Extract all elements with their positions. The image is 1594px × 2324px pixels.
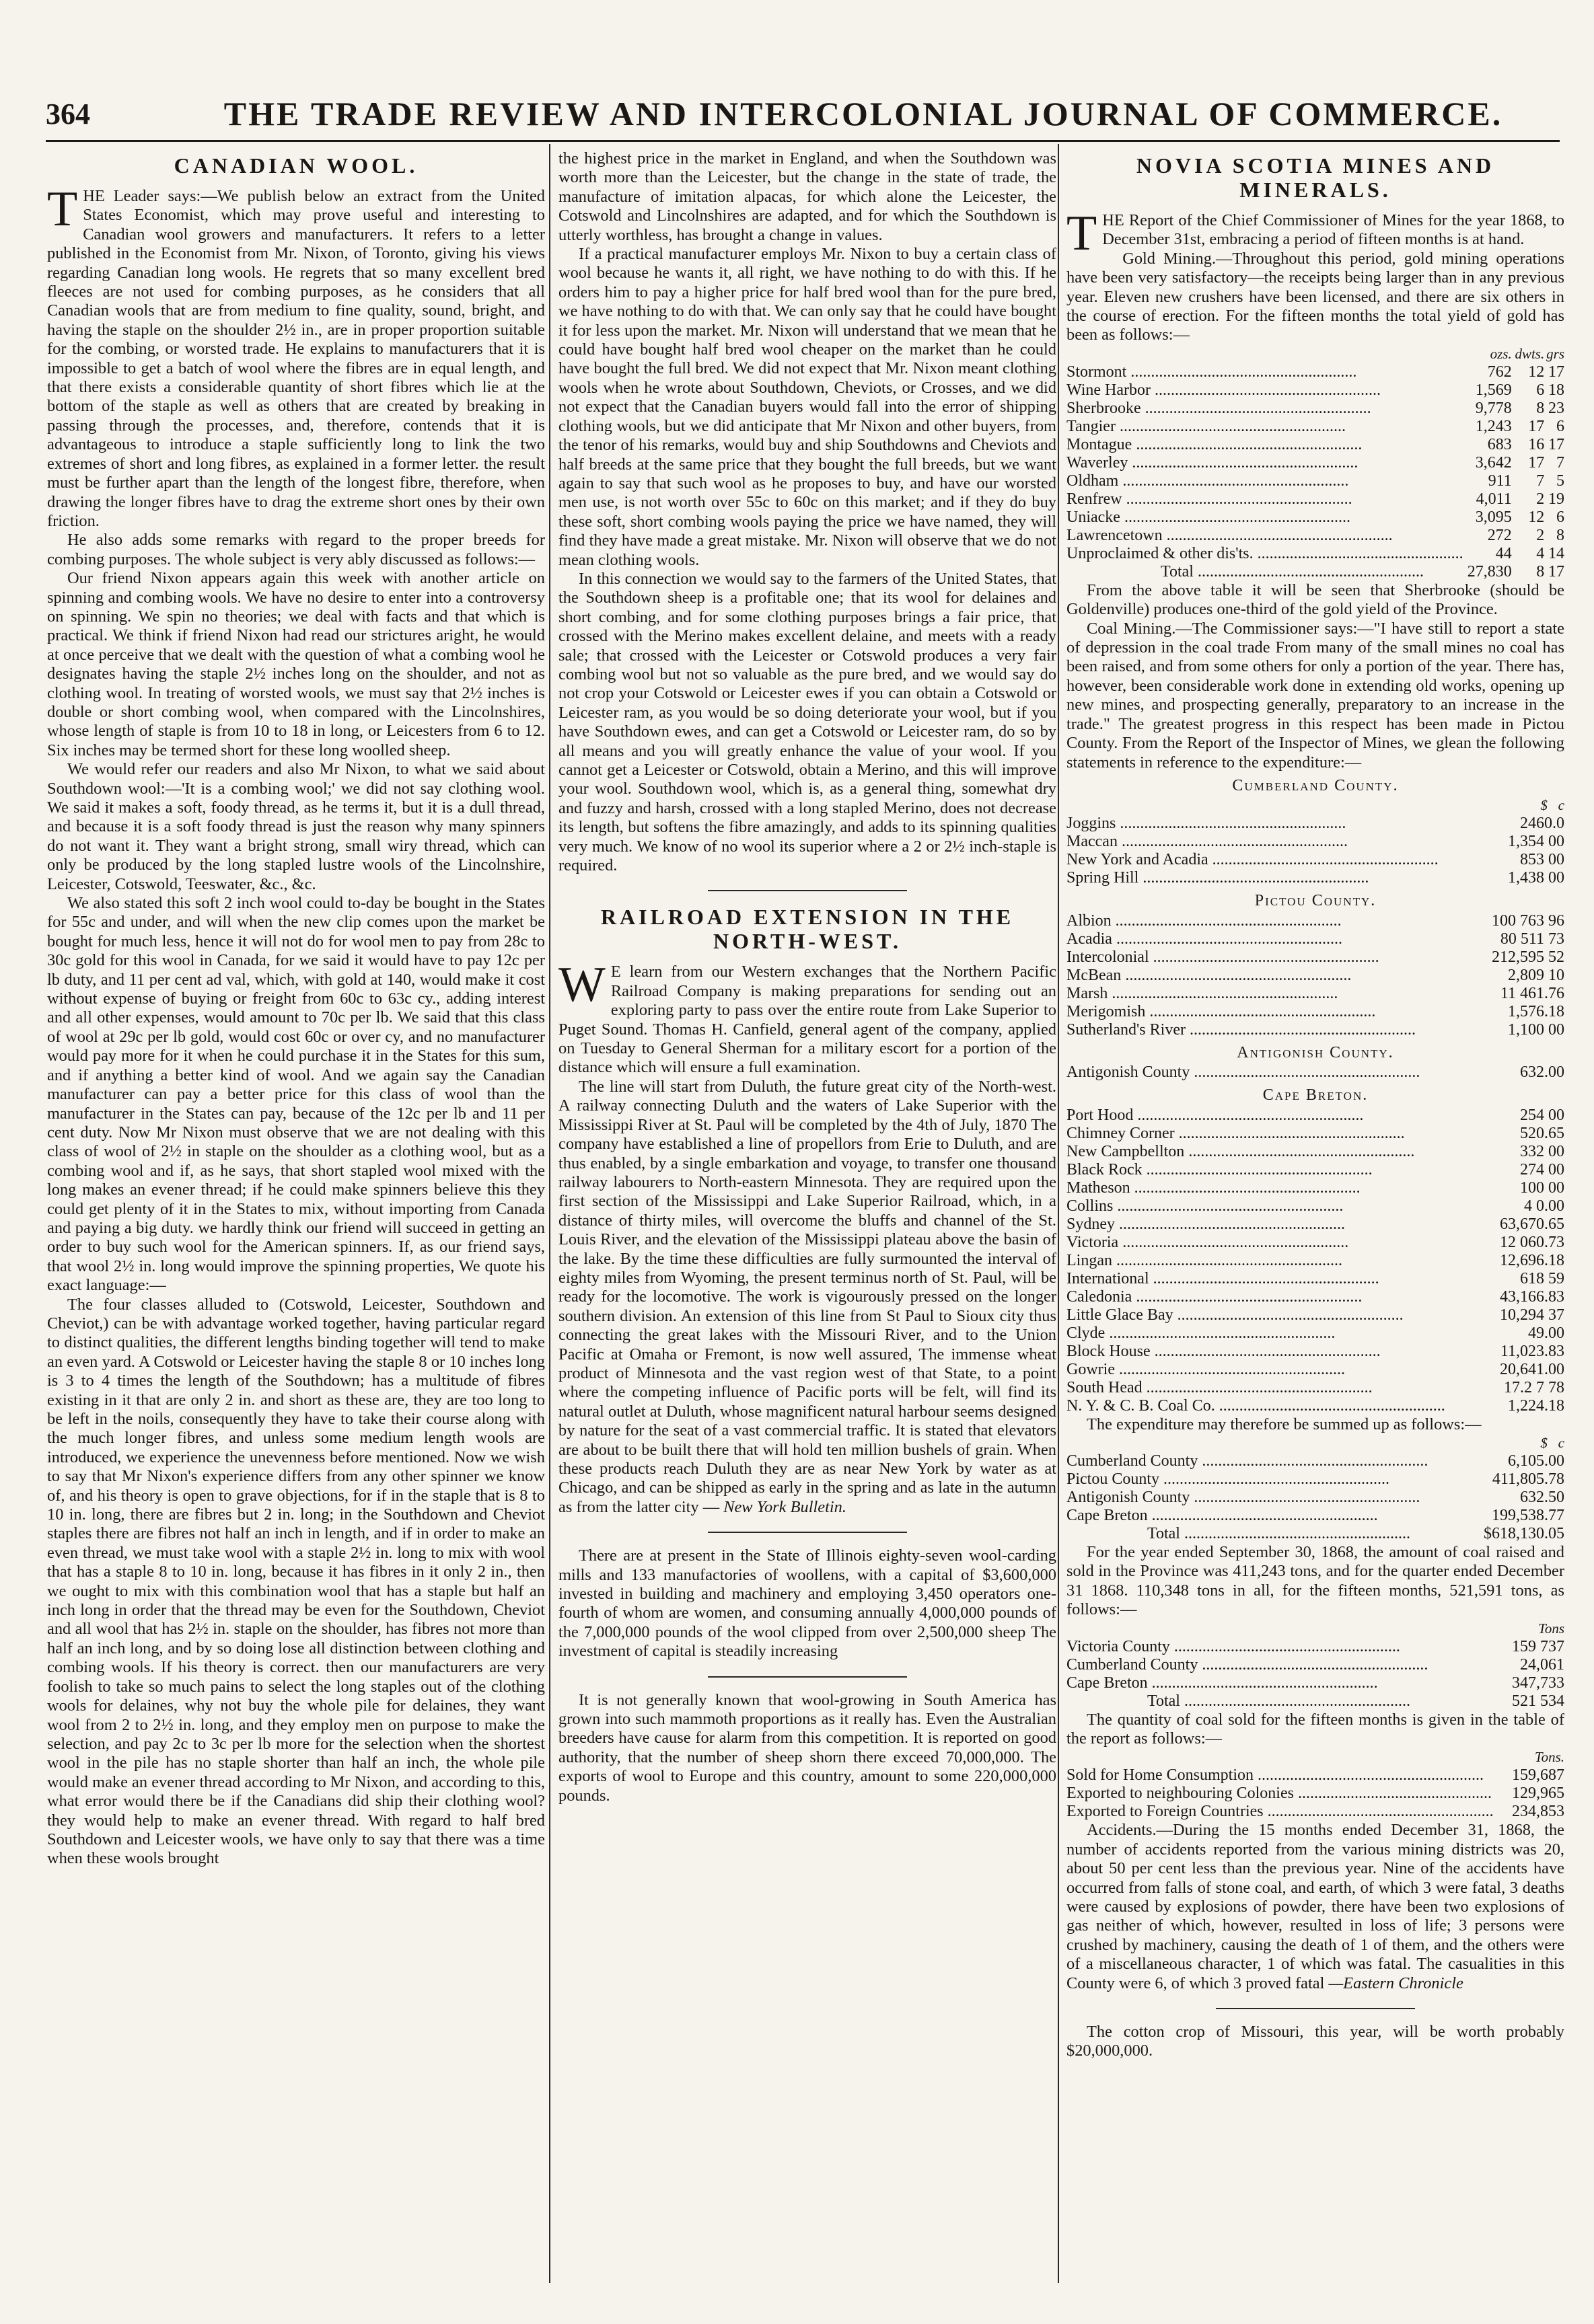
antigonish-heading: Antigonish County.: [1237, 1043, 1394, 1061]
cape-breton-label: Caledonia .....: [1066, 1288, 1478, 1306]
railroad-source: New York Bulletin.: [723, 1497, 846, 1516]
illinois-paragraph: There are at present in the State of Illinois eighty-seven wool-carding mills and 133 manufactories of woollens, with a capital of $3,600,000 invested in building and machinery and employing 3,450 operators one-fourth of whom are women, and consuming annually 4,000,000 pounds of the 7,000,000 pounds of the wool clipped from over 2,500,000 sheep The investment of capital is steadily increasing: [558, 1546, 1056, 1661]
cape-breton-table: [1066, 1107, 1564, 1415]
coal-raised-paragraph: For the year ended September 30, 1868, the amount of coal raised and sold in the Province was 411,243 tons, and for the quarter ended December 31 1868. 110,348 tons in all, for the fifteen months, 521,591 tons, as follows:—: [1066, 1542, 1564, 1619]
gold-header-ozs: ozs.: [1490, 345, 1512, 362]
table-row: [1066, 815, 1564, 833]
table-row: [1066, 1270, 1564, 1288]
cape-breton-label: Collins .....: [1066, 1197, 1478, 1215]
gold-total-ozs: 27,830: [1467, 562, 1512, 580]
summary-total-value: $618,130.05: [1484, 1524, 1564, 1542]
gold-ozs: 4,011: [1476, 490, 1512, 508]
gold-district-label: Oldham .....: [1066, 472, 1463, 490]
gold-district-label: Wine Harbor .....: [1066, 381, 1463, 400]
table-row: [1066, 948, 1564, 967]
table-row: [1066, 545, 1564, 563]
gold-header-grs: grs: [1546, 345, 1564, 362]
gold-header-dwts: dwts.: [1515, 345, 1545, 362]
cape-breton-label: Victoria .....: [1066, 1234, 1478, 1252]
currency-header: $ c: [1540, 1434, 1564, 1451]
summary-intro: The expenditure may therefore be summed up as follows:—: [1087, 1415, 1482, 1433]
table-row: [1066, 1306, 1564, 1324]
gold-ozs: 3,095: [1475, 508, 1512, 526]
journal-title: THE TRADE REVIEW AND INTERCOLONIAL JOURNAL OF COMMERCE.: [223, 95, 1503, 133]
pictou-label: Acadia .....: [1066, 930, 1470, 948]
table-row: [1066, 418, 1564, 436]
gold-dwts: 16: [1528, 435, 1545, 453]
table-row: [1066, 1125, 1564, 1143]
summary-value: 632.50: [1520, 1488, 1564, 1506]
quantity-header: Tons.: [1534, 1749, 1564, 1766]
column-1: [47, 149, 545, 2298]
tons-value: 159 737: [1512, 1637, 1564, 1655]
gold-ozs: 683: [1487, 435, 1512, 453]
wool-paragraph-3: Our friend Nixon appears again this week with another article on spinning and combing wools. We have no desire to enter into a controversy on spinning. We spin no theories; we deal with facts and that which is practical. We think if friend Nixon had read our strictures aright, he would at once perceive that we dealt with the question of what a combing wool he designates having the staple 2½ inches long on the shoulder, and not as clothing wool. In treating of worsted wools, we must say that 2½ inches is double or short combing wool, when compared with the Lincolnshires, whose length of staple is from 10 to 18 in long, or Leicesters from 6 to 12. Six inches may be termed short for these long woolled sheep.: [47, 569, 545, 759]
cape-breton-value: 100 00: [1520, 1178, 1564, 1197]
table-row: [1066, 1324, 1564, 1343]
table-row: [1066, 1470, 1564, 1489]
railroad-paragraph-2: The line will start from Duluth, the future great city of the North-west. A railway connecting Duluth and the waters of Lake Superior with the Mississippi River at St. Paul will be completed by the 4th of July, 1870 The company have established a line of propellors from Erie to Duluth, and are thus enabled, by a single embarkation and voyage, to transfer one thousand railway labourers to North-eastern Minnesota. They are required upon the first section of the Mississippi and Lake Superior Railroad, which, in a distance of thirty miles, will overcome the bluffs and channel of the St. Louis River, and the elevation of the Mississippi plateau above the basin of the lake. By the time these difficulties are fully surmounted the interval of eighty miles from Wyoming, the present terminus north of St. Paul, will be ready for the locomotive. The work is vigourously pressed on the longer southern division. An extension of this line from St Paul to Sioux city thus connecting the great lakes with the Missouri River, and to the Union Pacific at Omaha or Fremont, is now well assured, The immense wheat product of Minnesota and the vast region west of that State, to a point where the competing influence of Pacific ports will be felt, will find its natural outlet at Duluth, whose magnificent natural harbour seems designed by nature for the seat of a vast commercial traffic. It is stated that elevators are about to be built there that will hold ten million bushels of grain. When these products reach Duluth they are as near New York by water as at Chicago, and can be shipped as early in the spring and as late in the autumn as from the latter city — New York Bulletin.: [558, 1077, 1056, 1516]
table-row: [1066, 1656, 1564, 1674]
cape-breton-label: Block House .....: [1066, 1343, 1478, 1361]
column-3: [1066, 149, 1564, 2298]
cape-breton-label: N. Y. & C. B. Coal Co. .....: [1066, 1397, 1478, 1415]
drop-cap: W: [558, 957, 606, 1013]
table-row: [1066, 1252, 1564, 1270]
cumberland-label: Joggins .....: [1066, 815, 1488, 833]
wool-paragraph-9: In this connection we would say to the farmers of the United States, that the Southdown sheep is a profitable one; that its wool for delaines and short combing, and for some clothing purposes brings a fair price, that crossed with the Merino makes excellent delaine, and meets with a ready sale; that crossed with the Leicester or Cotswold produces a very fair combing wool but not so valuable as the pure bred, and we would say do not crop your Cotswold or Leicester ewes if you can obtain a Cotswold or Leicester ram, as you would be so doing deteriorate your wool, but if you have Southdown ewes, and can get a Cotswold or Leicester ram, do so by all means and you will greatly enhance the value of your wool. If you cannot get a Leicester or Cotswold, obtain a Merino, and this will improve your wool. Southdown wool, which is, as a general thing, somewhat dry and fuzzy and harsh, crossed with a long stapled Merino, does not decrease its length, but softens the fibre amazingly, and adds to its spinning qualities very much. We know of no wool its superior where a 2 or 2½ inch-staple is required.: [558, 569, 1056, 875]
table-row: [1066, 1143, 1564, 1161]
cape-breton-value: 49.00: [1528, 1324, 1564, 1342]
cape-breton-value: 43,166.83: [1500, 1287, 1564, 1306]
summary-total-label: Total .....: [1066, 1525, 1470, 1543]
gold-ozs: 272: [1487, 526, 1512, 544]
wool-paragraph-7: the highest price in the market in England, and when the Southdown was worth more than the Leicester, but the change in the state of trade, the manufacture of imitation alpacas, for which alone the Leicester, the Cotswold and Lincolnshires are adapted, and for which the Southdown is utterly worthless, has brought a change in values.: [558, 149, 1056, 244]
summary-value: 6,105.00: [1508, 1452, 1564, 1470]
article-separator: [1216, 2008, 1415, 2009]
gold-ozs: 1,243: [1475, 417, 1512, 435]
tons-label: Cape Breton .....: [1066, 1674, 1498, 1692]
coal-mining-paragraph: Coal Mining.—The Commissioner says:—"I have still to report a state of depression in the coal trade From many of the small mines no coal has been raised, and from some others for only a portion of the year. There has, however, been considerable work done in extending old works, opening up new mines, and prospecting generally, preparatory to an increase in the trade." The greatest progress in this respect has been made in Pictou County. From the Report of the Inspector of Mines, we glean the following statements in reference to the expenditure:—: [1066, 619, 1564, 772]
cape-breton-value: 4 0.00: [1524, 1197, 1564, 1215]
table-row: [1066, 436, 1564, 454]
gold-grs: 6: [1556, 508, 1564, 526]
gold-grs: 23: [1548, 399, 1564, 417]
column-rule-2: [1058, 144, 1059, 2283]
masthead-rule: [46, 140, 1560, 142]
pictou-label: Albion .....: [1066, 912, 1470, 930]
cape-breton-label: Black Rock .....: [1066, 1161, 1478, 1179]
quantity-label: Sold for Home Consumption .....: [1066, 1766, 1492, 1785]
table-row: [1066, 930, 1564, 948]
gold-grs: 19: [1548, 490, 1564, 508]
gold-total-label: Total .....: [1066, 563, 1463, 581]
pictou-label: Merigomish .....: [1066, 1003, 1470, 1021]
cape-breton-value: 12,696.18: [1500, 1251, 1564, 1269]
cape-breton-label: Little Glace Bay .....: [1066, 1306, 1478, 1324]
gold-dwts: 17: [1528, 453, 1545, 472]
expenditure-summary-table: [1066, 1434, 1564, 1543]
summary-value: 411,805.78: [1492, 1470, 1564, 1488]
cumberland-label: Spring Hill .....: [1066, 869, 1488, 887]
pictou-value: 1,100 00: [1508, 1020, 1564, 1039]
total-row: [1066, 563, 1564, 581]
gold-district-label: Stormont .....: [1066, 363, 1463, 381]
antigonish-value: 632.00: [1520, 1063, 1564, 1082]
gold-dwts: 12: [1528, 363, 1545, 381]
table-row: [1066, 833, 1564, 851]
pictou-value: 212,595 52: [1492, 948, 1564, 966]
summary-label: Cape Breton .....: [1066, 1507, 1470, 1525]
tons-label: Victoria County .....: [1066, 1638, 1498, 1656]
gold-district-label: Sherbrooke .....: [1066, 400, 1463, 418]
table-row: [1066, 869, 1564, 887]
table-row: [1066, 1674, 1564, 1692]
pictou-value: 80 511 73: [1500, 930, 1564, 948]
pictou-value: 11 461.76: [1500, 984, 1564, 1002]
gold-total-grs: 17: [1548, 562, 1564, 580]
tons-header: Tons: [1538, 1620, 1564, 1637]
cape-breton-value: 1,224.18: [1508, 1396, 1564, 1415]
cumberland-label: Maccan .....: [1066, 833, 1488, 851]
cape-breton-label: South Head .....: [1066, 1379, 1478, 1397]
cape-breton-label: Sydney .....: [1066, 1215, 1478, 1234]
summary-label: Pictou County .....: [1066, 1470, 1470, 1489]
table-row: [1066, 1197, 1564, 1215]
antigonish-label: Antigonish County .....: [1066, 1063, 1502, 1082]
cape-breton-value: 618 59: [1520, 1269, 1564, 1287]
summary-label: Antigonish County .....: [1066, 1489, 1470, 1507]
cape-breton-label: Chimney Corner .....: [1066, 1125, 1478, 1143]
quantity-intro: The quantity of coal sold for the fifteen months is given in the table of the report as follows:—: [1066, 1710, 1564, 1748]
gold-ozs: 44: [1495, 544, 1512, 562]
cape-breton-label: Port Hood .....: [1066, 1107, 1478, 1125]
antigonish-table: [1066, 1063, 1564, 1082]
currency-header: $ c: [1540, 797, 1564, 814]
pictou-label: Marsh .....: [1066, 985, 1470, 1003]
tons-total-label: Total .....: [1066, 1692, 1498, 1711]
table-row: [1066, 363, 1564, 381]
pictou-label: Sutherland's River .....: [1066, 1021, 1470, 1039]
pictou-heading: Pictou County.: [1254, 892, 1377, 910]
total-row: [1066, 1692, 1564, 1711]
table-row: [1066, 381, 1564, 400]
cape-breton-heading: Cape Breton.: [1262, 1086, 1369, 1104]
table-row: [1066, 490, 1564, 509]
gold-grs: 17: [1548, 363, 1564, 381]
cape-breton-label: International .....: [1066, 1270, 1478, 1288]
cumberland-value: 1,354 00: [1508, 833, 1564, 851]
gold-district-label: Uniacke .....: [1066, 509, 1463, 527]
quantity-value: 159,687: [1512, 1766, 1564, 1785]
article-separator: [708, 890, 907, 891]
page-number: 364: [46, 98, 90, 130]
gold-total-dwts: 8: [1536, 562, 1545, 580]
cumberland-label: New York and Acadia .....: [1066, 851, 1488, 869]
gold-district-label: Lawrencetown .....: [1066, 527, 1463, 545]
pictou-value: 2,809 10: [1508, 966, 1564, 984]
article-title-canadian-wool: CANADIAN WOOL.: [174, 153, 419, 178]
gold-dwts: 17: [1528, 417, 1545, 435]
gold-note: From the above table it will be seen that Sherbrooke (should be Goldenville) produces one-third of the gold yield of the Province.: [1066, 580, 1564, 619]
gold-dwts: 2: [1536, 490, 1545, 508]
gold-ozs: 762: [1487, 363, 1512, 381]
table-row: [1066, 1107, 1564, 1125]
cape-breton-label: Matheson .....: [1066, 1179, 1478, 1197]
gold-ozs: 3,642: [1475, 453, 1512, 472]
table-row: [1066, 1021, 1564, 1039]
cumberland-value: 1,438 00: [1508, 869, 1564, 887]
article-separator: [708, 1676, 907, 1678]
gold-mining-paragraph: Gold Mining.—Throughout this period, gold mining operations have been very satisfactory—the receipts being larger than in any previous year. Eleven new crushers have been licensed, and there are six others in the course of erection. For the fifteen months the total yield of gold has been as follows:—: [1066, 249, 1564, 344]
gold-dwts: 7: [1536, 472, 1545, 490]
gold-district-label: Waverley .....: [1066, 454, 1463, 472]
table-row: [1066, 1766, 1564, 1785]
south-america-paragraph: It is not generally known that wool-growing in South America has grown into such mammoth proportions as it really has. Even the Australian breeders have cause for alarm from this competition. It is reported on good authority, that the number of sheep shorn there exceed 70,000,000. The exports of wool to Europe and this country, amount to some 220,000,000 pounds.: [558, 1690, 1056, 1805]
table-row: [1066, 509, 1564, 527]
table-row: [1066, 1379, 1564, 1397]
wool-paragraph-2: He also adds some remarks with regard to the proper breeds for combing purposes. The whole subject is very ably discussed as follows:—: [47, 531, 545, 568]
column-rule-1: [549, 144, 550, 2283]
wool-paragraph-8: If a practical manufacturer employs Mr. Nixon to buy a certain class of wool because he wants it, all right, we have nothing to do with this. If he orders him to pay a higher price for half bred wool than for the pure bred, we have nothing to do with that. We can only say that he could have bought it for less upon the market. Mr. Nixon will understand that we mean that he could have bought half bred wool cheaper on the market than he could have bought the full bred. We did not expect that Mr. Nixon meant clothing wools when he wrote about Southdown, Cheviots, or Crosses, and we did not expect that the Canadian buyers would fall into the error of shipping clothing wools, but we did anticipate that Mr Nixon and other buyers, from the tenor of his remarks, would buy and ship Southdowns and Cheviots and half breeds at the same price that they bought the full breeds, but we want again to say that such wool as he proposes to buy, and have our worsted men use, is not worth over 55c to 60c on this market; and if they do buy these soft, short combing wools paying the price we have named, they will find they have made a great mistake. Mr. Nixon will observe that we do not mean clothing wools.: [558, 245, 1056, 569]
wool-paragraph-6: The four classes alluded to (Cotswold, Leicester, Southdown and Cheviot,) can be with advantage worked together, having particular regard to distinct qualities, the different lengths binding together will tend to make an even yard. A Cotswold or Leicester having the staple 8 or 10 inches long is 3 to 4 times the length of the Southdown; has a multitude of fibres existing in it that are only 2 in. and short as these are, they are too long to be left in the noils, consequently they have to take their course along with the much longer fibres, and unless some medium length wools are introduced, we experience the unevenness before mentioned. Now we wish to say that Mr Nixon's experience differs from any other spinner we know of, and his theory is open to grave objections, for if in the staple that is 8 to 10 in. long, there are fibres but 2 in. long; in the Southdown and Cheviot staples there are fibres not half an inch in length, and if in order to make an even thread, we must take wool with a staple 2½ in. long to mix with wool that has a staple 8 to 10 in. long, because it has fibres in it only 2 in., then we ought to mix with this combination wool that has a staple but half an inch long in order that the thread may be even for the Southdown, Cheviot and all wool that has 2½ in. staple on the shoulder, has fibres not more than half an inch long, and by so doing lose all distinction between clothing and combing wools. If his theory is correct. then our manufacturers are very foolish to take so much pains to select the long staples out of the clothing wools for delaines, why not buy the whole pile for delaines, they want wool from 2 to 2½ in. long, and they employ men on purpose to make the selection, and pay 2c to 3c per lb more for the selection when the shortest wool in the pile has no staple shorter than half an inch, the whole pile would make an evener thread according to Mr Nixon, and according to this, what error would there be if the Canadians did ship their clothing wool? they would help to make an evener thread. With regard to half bred Southdown and Leicester wools, we have only to say that there was a time when these wools brought: [47, 1295, 545, 1868]
table-row: [1066, 1489, 1564, 1507]
tons-value: 24,061: [1520, 1655, 1564, 1674]
table-row: [1066, 1234, 1564, 1252]
gold-district-label: Unproclaimed & other dis'ts. .....: [1066, 545, 1463, 563]
cape-breton-label: Lingan .....: [1066, 1252, 1478, 1270]
railroad-paragraph-1: W E learn from our Western exchanges that the Northern Pacific Railroad Company is making preparations for sending out an exploring party to pass over the entire route from Lake Superior to Puget Sound. Thomas H. Canfield, general agent of the company, applied on Tuesday to General Sherman for a military escort for a portion of the distance which will ensure a full examination.: [558, 957, 1056, 1077]
mines-intro: THE Report of the Chief Commissioner of Mines for the year 1868, to December 31st, embracing a period of fifteen months is at hand.: [1066, 206, 1564, 261]
table-row: [1066, 1452, 1564, 1470]
gold-dwts: 6: [1536, 381, 1545, 399]
table-row: [1066, 912, 1564, 930]
gold-ozs: 911: [1488, 472, 1512, 490]
article-title-mines: NOVIA SCOTIA MINES AND MINERALS.: [1136, 153, 1495, 202]
article-title-railroad: RAILROAD EXTENSION IN THE NORTH-WEST.: [600, 905, 1015, 954]
gold-district-label: Montague .....: [1066, 436, 1463, 454]
cape-breton-value: 20,641.00: [1500, 1360, 1564, 1378]
gold-grs: 8: [1556, 526, 1564, 544]
pictou-table: [1066, 912, 1564, 1039]
table-row: [1066, 1397, 1564, 1415]
drop-cap: T: [47, 182, 78, 237]
gold-grs: 17: [1548, 435, 1564, 453]
cape-breton-value: 11,023.83: [1500, 1342, 1564, 1360]
cotton-paragraph: The cotton crop of Missouri, this year, will be worth probably $20,000,000.: [1066, 2023, 1564, 2060]
cape-breton-label: Clyde .....: [1066, 1324, 1478, 1343]
table-row: [1066, 472, 1564, 490]
quantity-value: 234,853: [1512, 1803, 1564, 1821]
table-row: [1066, 1361, 1564, 1379]
gold-grs: 18: [1548, 381, 1564, 399]
cape-breton-label: Gowrie .....: [1066, 1361, 1478, 1379]
gold-dwts: 4: [1536, 544, 1545, 562]
gold-grs: 14: [1548, 544, 1564, 562]
coal-tons-table: [1066, 1620, 1564, 1711]
table-row: [1066, 527, 1564, 545]
quantity-label: Exported to Foreign Countries .....: [1066, 1803, 1492, 1821]
cape-breton-value: 520.65: [1520, 1124, 1564, 1142]
tons-total-value: 521 534: [1512, 1692, 1564, 1710]
table-row: [1066, 1161, 1564, 1179]
cumberland-table: [1066, 796, 1564, 887]
table-row: [1066, 1003, 1564, 1021]
table-row: [1066, 1288, 1564, 1306]
gold-yield-table: [1066, 345, 1564, 581]
table-row: [1066, 1507, 1564, 1525]
gold-district-label: Renfrew .....: [1066, 490, 1463, 509]
accidents-paragraph: Accidents.—During the 15 months ended December 31, 1868, the number of accidents reported from the various mining districts was 20, about 50 per cent less than the previous year. Nine of the accidents have occurred from falls of stone coal, and earth, of which 3 were fatal, 3 deaths were caused by explosions of powder, there have been two explosions of gas neither of which, however, resulted in loss of life; 3 persons were crushed by machinery, causing the death of 1 of them, and the others were of a miscellaneous character, 1 of which was fatal. The casualities in this County were 6, of which 3 proved fatal —Eastern Chronicle: [1066, 1821, 1564, 1992]
quantity-label: Exported to neighbouring Colonies .....: [1066, 1785, 1492, 1803]
pictou-value: 100 763 96: [1492, 911, 1564, 930]
table-row: [1066, 1785, 1564, 1803]
gold-district-label: Tangier .....: [1066, 418, 1463, 436]
table-row: [1066, 1638, 1564, 1656]
table-row: [1066, 1343, 1564, 1361]
cape-breton-value: 63,670.65: [1500, 1215, 1564, 1233]
wool-paragraph-5: We also stated this soft 2 inch wool could to-day be bought in the States for 55c and under, and will when the new clip comes upon the market be bought for much less, hence it will not do for wool men to pay from 28c to 30c gold for this wool in Canada, for we said it would have to pay 12c per lb duty, and 11 per cent ad val, which, with gold at 140, would make it cost without expense of buying or freight from 60c to 63c cy., adding interest and all other expenses, would amount to 70c per lb. We said that this class of wool at 29c per lb gold, would cost 60c or over cy, and no manufacturer would pay more for it when he could purchase it in the States for this sum, and if anything a better kind of wool. And we again say the Canadian manufacturer can pay a better price for this class of wool than the manufacturer in the States can pay, because of the 12c per lb and 11 per cent duty. Now Mr Nixon must observe that we are not dealing with this class of wool of 2½ in staple on the shoulder as a clothing wool, but as a combing wool and if, as he says, that short stapled wool mixed with the long makes an evener thread; if he could make spinners believe this they could get plenty of it in the States to mix, without importing from Canada and paying a big duty. we hardly think our friend will succeed in getting an order to buy such wool for the American spinners. If, as our friend says, that wool 2½ in. long would improve the spinning properties, We quote his exact language:—: [47, 894, 545, 1295]
wool-paragraph-1: THE Leader says:—We publish below an extract from the United States Economist, which may prove useful and interesting to Canadian wool growers and manufacturers. It refers to a letter published in the Economist from Mr. Nixon, of Toronto, giving his views regarding Canadian long wools. He regrets that so many excellent bred fleeces are not used for combing purposes, as he considers that all Canadian wools that are from medium to fine quality, sound, bright, and having the staple on the shoulder 2½ in., are in proper proportion suitable for the combing, or worsted trade. He explains to manufacturers that it is impossible to get a batch of wool where the fibres are in equal length, and that there exists a considerable quantity of short fibres which lie at the bottom of the staple as well as others that are created by breaking in passing through the processes, and, therefore, contends that it is advantageous to introduce a staple sufficiently long to link the two extremes of short and long fibres, as explained in a former letter. the result must be further apart than the length of the longest fibre, therefore, when drawing the longer fibres have to drag the extreme short ones by their own friction.: [47, 182, 545, 530]
gold-ozs: 9,778: [1475, 399, 1512, 417]
pictou-value: 1,576.18: [1508, 1002, 1564, 1020]
wool-paragraph-4: We would refer our readers and also Mr Nixon, to what we said about Southdown wool:—'It is a combing wool;' we did not say clothing wool. We said it makes a soft, foody thread, as he terms it, but it is a dull thread, and because it is a soft foody thread is just the reason why many spinners do not want it. They want a bright strong, small wiry thread, which can only be produced by the long stapled lustre wools of the Lincolnshire, Leicester, Cotswold, Teeswater, &c., &c.: [47, 760, 545, 893]
cape-breton-value: 10,294 37: [1500, 1306, 1564, 1324]
quantity-value: 129,965: [1512, 1785, 1564, 1803]
table-row: [1066, 967, 1564, 985]
cumberland-heading: Cumberland County.: [1232, 776, 1399, 794]
gold-dwts: 12: [1528, 508, 1545, 526]
article-separator: [708, 1532, 907, 1533]
tons-label: Cumberland County .....: [1066, 1656, 1498, 1674]
table-row: [1066, 454, 1564, 472]
cape-breton-label: New Campbellton .....: [1066, 1143, 1478, 1161]
cumberland-value: 2460.0: [1520, 815, 1564, 833]
cape-breton-value: 254 00: [1520, 1106, 1564, 1124]
gold-dwts: 2: [1536, 526, 1545, 544]
tons-value: 347,733: [1512, 1674, 1564, 1692]
table-row: [1066, 1063, 1564, 1082]
table-row: [1066, 985, 1564, 1003]
summary-value: 199,538.77: [1492, 1506, 1564, 1524]
gold-grs: 5: [1556, 472, 1564, 490]
gold-dwts: 8: [1536, 399, 1545, 417]
gold-grs: 7: [1556, 453, 1564, 472]
accidents-source: —Eastern Chronicle: [1328, 1974, 1463, 1992]
total-row: [1066, 1525, 1564, 1543]
drop-cap: T: [1066, 206, 1097, 261]
summary-label: Cumberland County .....: [1066, 1452, 1470, 1470]
table-row: [1066, 851, 1564, 869]
gold-ozs: 1,569: [1475, 381, 1512, 399]
masthead: [46, 90, 1560, 144]
table-row: [1066, 1803, 1564, 1821]
cape-breton-value: 274 00: [1520, 1160, 1564, 1178]
coal-quantity-table: [1066, 1748, 1564, 1821]
table-row: [1066, 1215, 1564, 1234]
column-2: [558, 149, 1056, 2298]
cumberland-value: 853 00: [1520, 851, 1564, 869]
cape-breton-value: 17.2 7 78: [1504, 1378, 1564, 1396]
table-row: [1066, 400, 1564, 418]
cape-breton-value: 332 00: [1520, 1142, 1564, 1160]
pictou-label: Intercolonial .....: [1066, 948, 1470, 967]
pictou-label: McBean .....: [1066, 967, 1470, 985]
gold-grs: 6: [1556, 417, 1564, 435]
cape-breton-value: 12 060.73: [1500, 1233, 1564, 1251]
table-row: [1066, 1179, 1564, 1197]
